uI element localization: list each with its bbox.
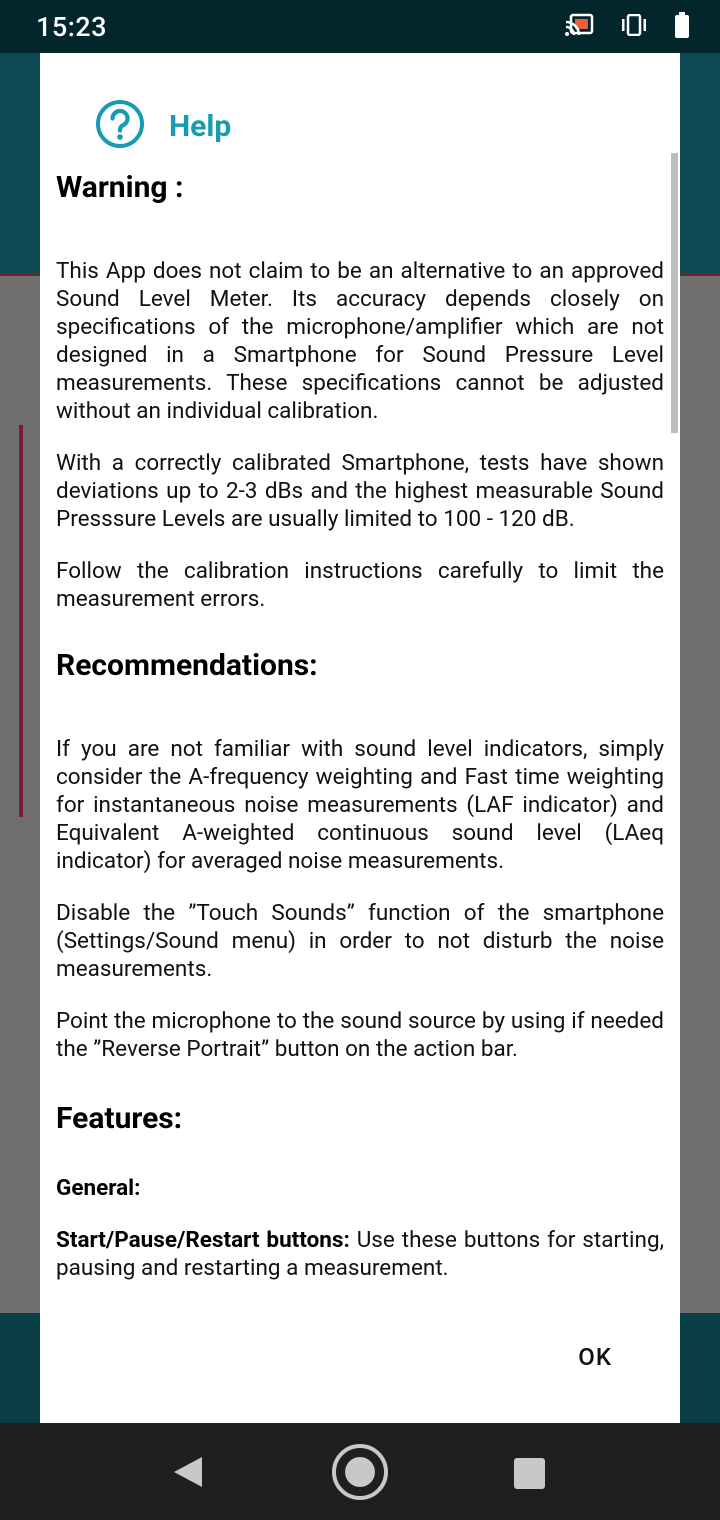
dialog-title: Help [169,108,232,144]
status-time: 15:23 [36,10,108,43]
warning-paragraph-3: Follow the calibration instructions carefully to limit the measurement errors. [56,558,664,612]
status-bar [0,0,720,53]
navigation-bar [0,1423,720,1520]
status-icons [564,12,690,42]
buttons-feature-paragraph [56,1226,664,1282]
recents-icon[interactable] [514,1458,545,1489]
recommendations-paragraph-2: Disable the ”Touch Sounds” function of the smartphone (Settings/Sound menu) in order to not disturb the noise measurements. [56,900,664,982]
help-dialog [40,53,680,1423]
vibrate-icon [620,14,648,40]
ok-button[interactable]: OK [578,1343,612,1371]
general-label: General: [56,1175,141,1201]
recommendations-paragraph-3: Point the microphone to the sound source by using if needed the ”Reverse Portrait” button on the action bar. [56,1008,664,1062]
recommendations-heading: Recommendations: [56,648,318,683]
home-icon[interactable] [331,1443,389,1505]
back-icon[interactable] [172,1455,204,1493]
dialog-scrollbar[interactable] [671,153,678,433]
battery-icon [674,12,690,42]
dialog-header [95,99,231,153]
dialog-content[interactable] [56,161,664,1313]
buttons-feature-label: Start/Pause/Restart buttons: [56,1227,350,1253]
help-circle-icon [95,99,145,153]
warning-paragraph-2: With a correctly calibrated Smartphone, tests have shown deviations up to 2-3 dBs and the highest measurable Sound Presssure Levels are usually limited to 100 - 120 dB. [56,450,664,532]
features-heading: Features: [56,1101,183,1136]
buttons-feature-text: Use these buttons for starting, pausing and restarting a measurement. [56,1227,664,1281]
cast-icon [564,13,594,41]
warning-paragraph-1: This App does not claim to be an alternative to an approved Sound Level Meter. Its accuracy depends closely on specifications of the microphone/amplifier which are not designed in a Smartphone for Sound Pressure Level measurements. These specifications cannot be adjusted without an individual calibration. [56,258,664,424]
recommendations-paragraph-1: If you are not familiar with sound level indicators, simply consider the A-frequency weighting and Fast time weighting for instantaneous noise measurements (LAF indicator) and Equivalent A-weighted continuous sound level (LAeq indicator) for averaged noise measurements. [56,736,664,874]
warning-heading: Warning : [56,170,184,205]
app-side-indicator [19,425,23,817]
